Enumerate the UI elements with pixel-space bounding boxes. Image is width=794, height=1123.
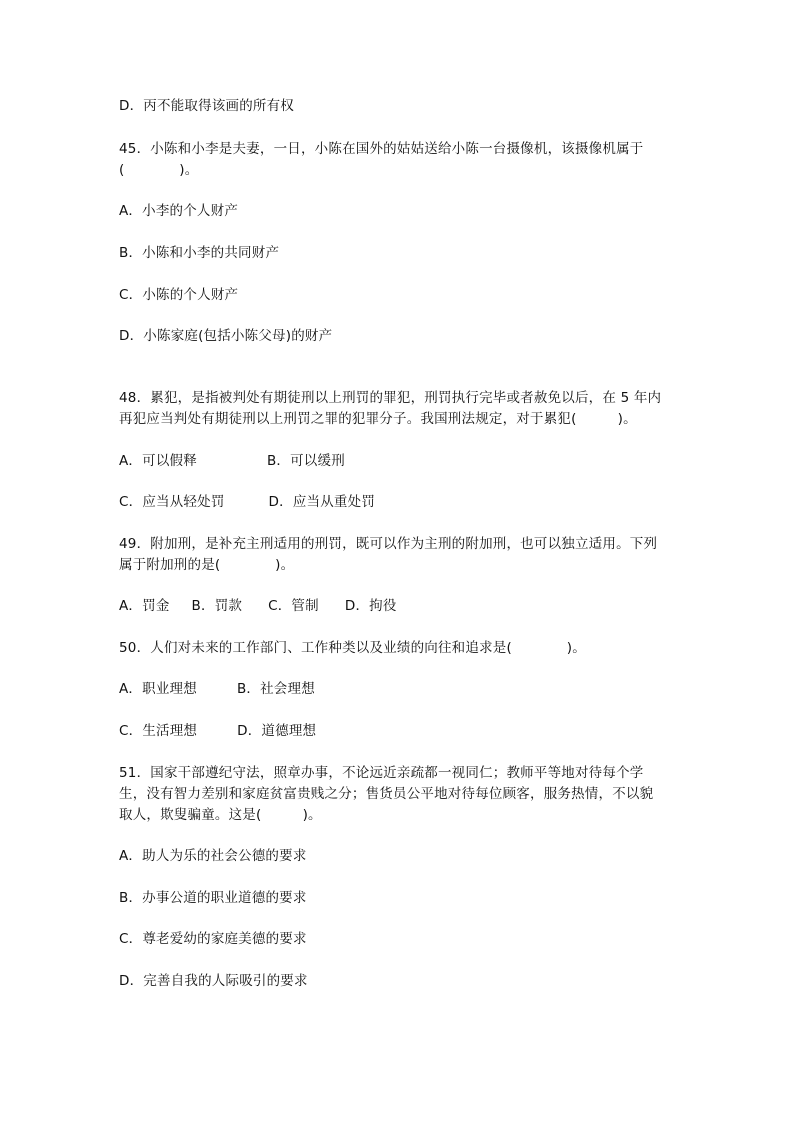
q48-stem-line2: 再犯应当判处有期徒刑以上刑罚之罪的犯罪分子。我国刑法规定，对于累犯( )。 <box>119 411 637 427</box>
q51-stem-line2: 生，没有智力差别和家庭贫富贵贱之分；售货员公平地对待每位顾客，服务热情，不以貌 <box>119 786 654 802</box>
q51-stem-line3: 取人，欺叟骗童。这是( )。 <box>119 807 322 823</box>
q49-option-a: A．罚金 <box>119 598 170 614</box>
q49-option-d: D．拘役 <box>344 598 397 614</box>
q51-option-a: A．助人为乐的社会公德的要求 <box>119 848 307 864</box>
q50-option-c: C．生活理想 <box>119 723 198 739</box>
q49-option-b: B．罚款 <box>191 598 243 614</box>
q44-option-d: D．丙不能取得该画的所有权 <box>119 98 294 114</box>
q51-option-d: D．完善自我的人际吸引的要求 <box>119 973 308 989</box>
q48-options-row1 <box>119 452 345 470</box>
q50-options-row2 <box>119 722 316 740</box>
q48-option-a: A．可以假释 <box>119 453 197 469</box>
q45-option-b: B．小陈和小李的共同财产 <box>119 245 280 261</box>
q45-option-d: D．小陈家庭(包括小陈父母)的财产 <box>119 328 333 344</box>
q45-option-c: C．小陈的个人财产 <box>119 287 239 303</box>
q49-options-row <box>119 597 397 615</box>
q51-stem-line1: 51．国家干部遵纪守法，照章办事，不论远近亲疏都一视同仁；教师平等地对待每个学 <box>119 765 644 781</box>
q51-option-b: B．办事公道的职业道德的要求 <box>119 890 307 906</box>
q45-stem-line2: ( )。 <box>119 162 199 178</box>
q50-stem: 50．人们对未来的工作部门、工作种类以及业绩的向往和追求是( )。 <box>119 640 586 656</box>
q49-option-c: C．管制 <box>268 598 319 614</box>
q48-stem-line1: 48．累犯，是指被判处有期徒刑以上刑罚的罪犯，刑罚执行完毕或者赦免以后，在 5 年内 <box>119 390 662 406</box>
q51-option-c: C．尊老爱幼的家庭美德的要求 <box>119 931 307 947</box>
q49-stem-line2: 属于附加刑的是( )。 <box>119 557 295 573</box>
q48-option-d: D．应当从重处罚 <box>268 494 376 510</box>
q45-option-a: A．小李的个人财产 <box>119 203 239 219</box>
q50-options-row1 <box>119 680 315 698</box>
q50-option-b: B．社会理想 <box>236 681 315 697</box>
q48-option-b: B．可以缓刑 <box>266 453 345 469</box>
q45-stem-line1: 45．小陈和小李是夫妻，一日，小陈在国外的姑姑送给小陈一台摄像机，该摄像机属于 <box>119 141 644 157</box>
q49-stem-line1: 49．附加刑，是补充主刑适用的刑罚，既可以作为主刑的附加刑，也可以独立适用。下列 <box>119 536 658 552</box>
q50-option-d: D．道德理想 <box>237 723 317 739</box>
q48-option-c: C．应当从轻处罚 <box>119 494 225 510</box>
q48-options-row2 <box>119 493 375 511</box>
q50-option-a: A．职业理想 <box>119 681 197 697</box>
